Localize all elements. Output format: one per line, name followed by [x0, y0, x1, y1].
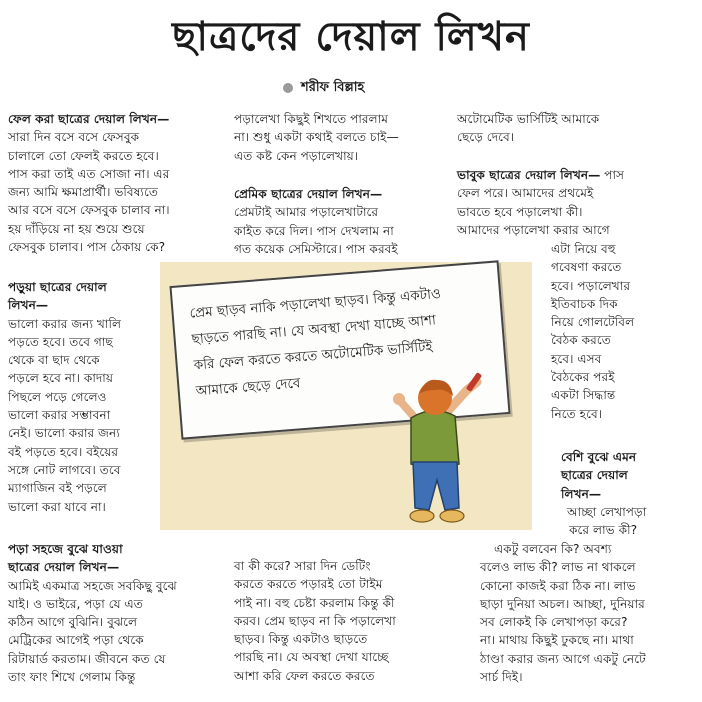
text-line: করে লাভ কী? [569, 523, 638, 538]
text-line: ফেল পরে। আমাদের প্রথমেই [457, 186, 594, 201]
text-line: বৈঠকের পরই [551, 370, 615, 385]
text-line: সার্চ দিই। [480, 670, 523, 685]
text-line: প্রেমটাই আমার পড়ালেখাটারে [234, 205, 379, 220]
text-line: পড়তে হবে। তবে গাছ [8, 334, 113, 349]
text-line: ঠাণ্ডা করার জন্য আগে একটু নেটে [480, 651, 646, 666]
text-line: বই পড়তে হবে। বইয়ের [8, 444, 119, 459]
text-line: সারা দিন বসে বসে ফেসবুক [8, 130, 140, 145]
text-line: আশা করি ফেল করতে করতে [234, 668, 375, 683]
section-heading: ছাত্রের দেয়াল [561, 468, 628, 483]
section-heading: ফেল করা ছাত্রের দেয়াল লিখন— [8, 112, 170, 126]
text-line: কাইত করে দিল। পাস দেখলাম না [234, 223, 394, 238]
section-continuation [457, 110, 599, 147]
text-line: সঙ্গে নোট লাগবে। তবে [8, 462, 121, 477]
text-line: ছাড়া দুনিয়া অচল। আচ্ছা, দুনিয়ার [480, 596, 645, 611]
text-line: ইতিবাচক দিক [551, 296, 618, 311]
text-line: একটু বলবেন কি? অবশ্য [494, 542, 612, 556]
text-line: না। শুধু একটা কথাই বলতে চাই— [234, 130, 399, 145]
section-studious-student [8, 278, 121, 516]
text-line: আমাদের পড়ালেখা করার আগে [457, 222, 610, 237]
text-line: হবে। এসব [551, 351, 602, 366]
text-line: পড়লে হবে না। কাদায় [8, 371, 114, 386]
text-line: করব। প্রেম ছাড়ব না কি পড়ালেখা [234, 613, 396, 628]
text-line: ভালো করার সম্ভাবনা [8, 408, 111, 423]
section-heading: প্রেমিক ছাত্রের দেয়াল লিখন— [234, 187, 383, 201]
text-line: মেট্রিকের আগেই পড়া থেকে [8, 633, 144, 648]
section-easy-learner [8, 540, 177, 686]
text-line: একটা সিদ্ধান্ত [551, 388, 616, 403]
board-line: ছাড়তে পারছি না। যে অবস্থা দেখা যাচ্ছে আশা [191, 312, 437, 348]
text-line: পাই না। বহু চেষ্টা করলাম কিন্তু কী [234, 595, 395, 610]
text-line: বৈঠক করতে [551, 333, 611, 348]
section-overthinker-continuation [480, 540, 646, 686]
text-line: আর বসে বসে ফেসবুক চালাব না। [8, 203, 170, 218]
bullet-icon [283, 83, 293, 93]
text-line: আচ্ছা লেখাপড়া [567, 504, 647, 519]
text-line: কঠিন আগে বুঝিনি। বুঝলে [8, 615, 138, 630]
section-failed-student [8, 110, 170, 256]
section-heading: লিখন— [561, 486, 602, 501]
text-line: ছেড়ে দেবে। [457, 130, 515, 145]
text-line: নিয়ে গোলটেবিল [551, 315, 635, 330]
text-line: অটোমেটিক ভার্সিটিই আমাকে [457, 112, 600, 126]
section-heading: বেশি বুঝে এমন [561, 450, 637, 464]
text-line: চালালে তো ফেলই করতে হবে। [8, 148, 159, 163]
section-thoughtful-student [457, 166, 624, 239]
section-lover-student [234, 185, 398, 258]
text-line: পিছলে পড়ে গেলেও [8, 389, 107, 404]
text-line: ছাড়ব। কিন্তু একটাও ছাড়তে [234, 632, 368, 647]
text-line: কোনো কাজই করা ঠিক না। লাভ [480, 578, 636, 593]
text-line: গত কয়েক সেমিস্টারে। পাস করবই [234, 241, 398, 256]
text-line: এত কষ্ট কেন পড়ালেখায়। [234, 148, 359, 163]
text-line: ভালো করার জন্য খালি [8, 316, 122, 331]
section-heading: ছাত্রের দেয়াল লিখন— [8, 560, 120, 575]
section-thoughtful-narrow [551, 240, 634, 423]
text-line: পড়ালেখা কিছুই শিখতে পারলাম [234, 112, 389, 126]
text-line: সব লোকই কি লেখাপড়া করে? [480, 615, 628, 630]
student-writing-illustration [385, 368, 495, 530]
text-line: নিতে হবে। [551, 406, 603, 421]
board-line: প্রেম ছাড়ব নাকি পড়ালেখা ছাড়ব। কিন্তু একটাও [189, 285, 442, 322]
section-heading: ভাবুক ছাত্রের দেয়াল লিখন— [457, 168, 601, 182]
author-name: শরীফ বিল্লাহ [301, 80, 365, 95]
text-line: ভালো করা যাবে না। [8, 499, 106, 514]
text-line: হবে। পড়ালেখার [551, 278, 631, 293]
byline [283, 80, 364, 96]
text-line: জন্য আমি ক্ষমাপ্রার্থী। ভবিষ্যতে [8, 185, 158, 200]
text-line: থেকে বা ছাদ থেকে [8, 353, 100, 368]
text-line: না। মাথায় কিছুই ঢুকছে না। মাথা [480, 633, 634, 648]
text-line: যাই। ও ভাইরে, পড়া যে এত [8, 596, 143, 611]
section-lover-continuation [234, 557, 396, 685]
board-line: আমাকে ছেড়ে দেবে [195, 375, 301, 400]
article-title: ছাত্রদের দেয়াল লিখন [172, 14, 530, 60]
text-line: রিটায়ার্ড করতাম। জীবনে কত যে [8, 651, 166, 666]
board-line: করি ফেল করতে করতে অটোমেটিক ভার্সিটিই [193, 338, 434, 374]
section-continuation [234, 110, 399, 165]
text-line: বলেও লাভ কী? লাভ না থাকলে [480, 560, 636, 575]
text-line: ম্যাগাজিন বই পড়লে [8, 481, 107, 496]
text-line: পাস করা তাই এত সোজা না। এর [8, 166, 170, 181]
section-heading: লিখন— [8, 298, 49, 313]
text-line: ভাবতে হবে পড়ালেখা কী। [457, 204, 583, 219]
text-line: এটা নিয়ে বহু [551, 242, 616, 256]
text-line: তাং ফাং শিখে গেলাম কিন্তু [8, 670, 136, 685]
text-line: আমিই একমাত্র সহজে সবকিছু বুঝে [8, 578, 177, 593]
text-line: পাস [600, 168, 625, 182]
text-line: ফেসবুক চালাব। পাস ঠেকায় কে? [8, 240, 166, 255]
text-line: হয় দাঁড়িয়ে না হয় শুয়ে শুয়ে [8, 221, 145, 236]
text-line: পারছি না। যে অবস্থা দেখা যাচ্ছে [234, 650, 389, 665]
text-line: নেই। ভালো করার জন্য [8, 426, 120, 441]
section-heading: পড়া সহজে বুঝে যাওয়া [8, 542, 123, 556]
text-line: বা কী করে? সারা দিন ডেটিং [234, 559, 371, 573]
section-heading: পড়ুয়া ছাত্রের দেয়াল [8, 280, 107, 294]
text-line: করতে করতে পড়ারই তো টাইম [234, 577, 383, 592]
section-overthinker-student [561, 448, 646, 539]
text-line: গবেষণা করতে [551, 260, 622, 275]
